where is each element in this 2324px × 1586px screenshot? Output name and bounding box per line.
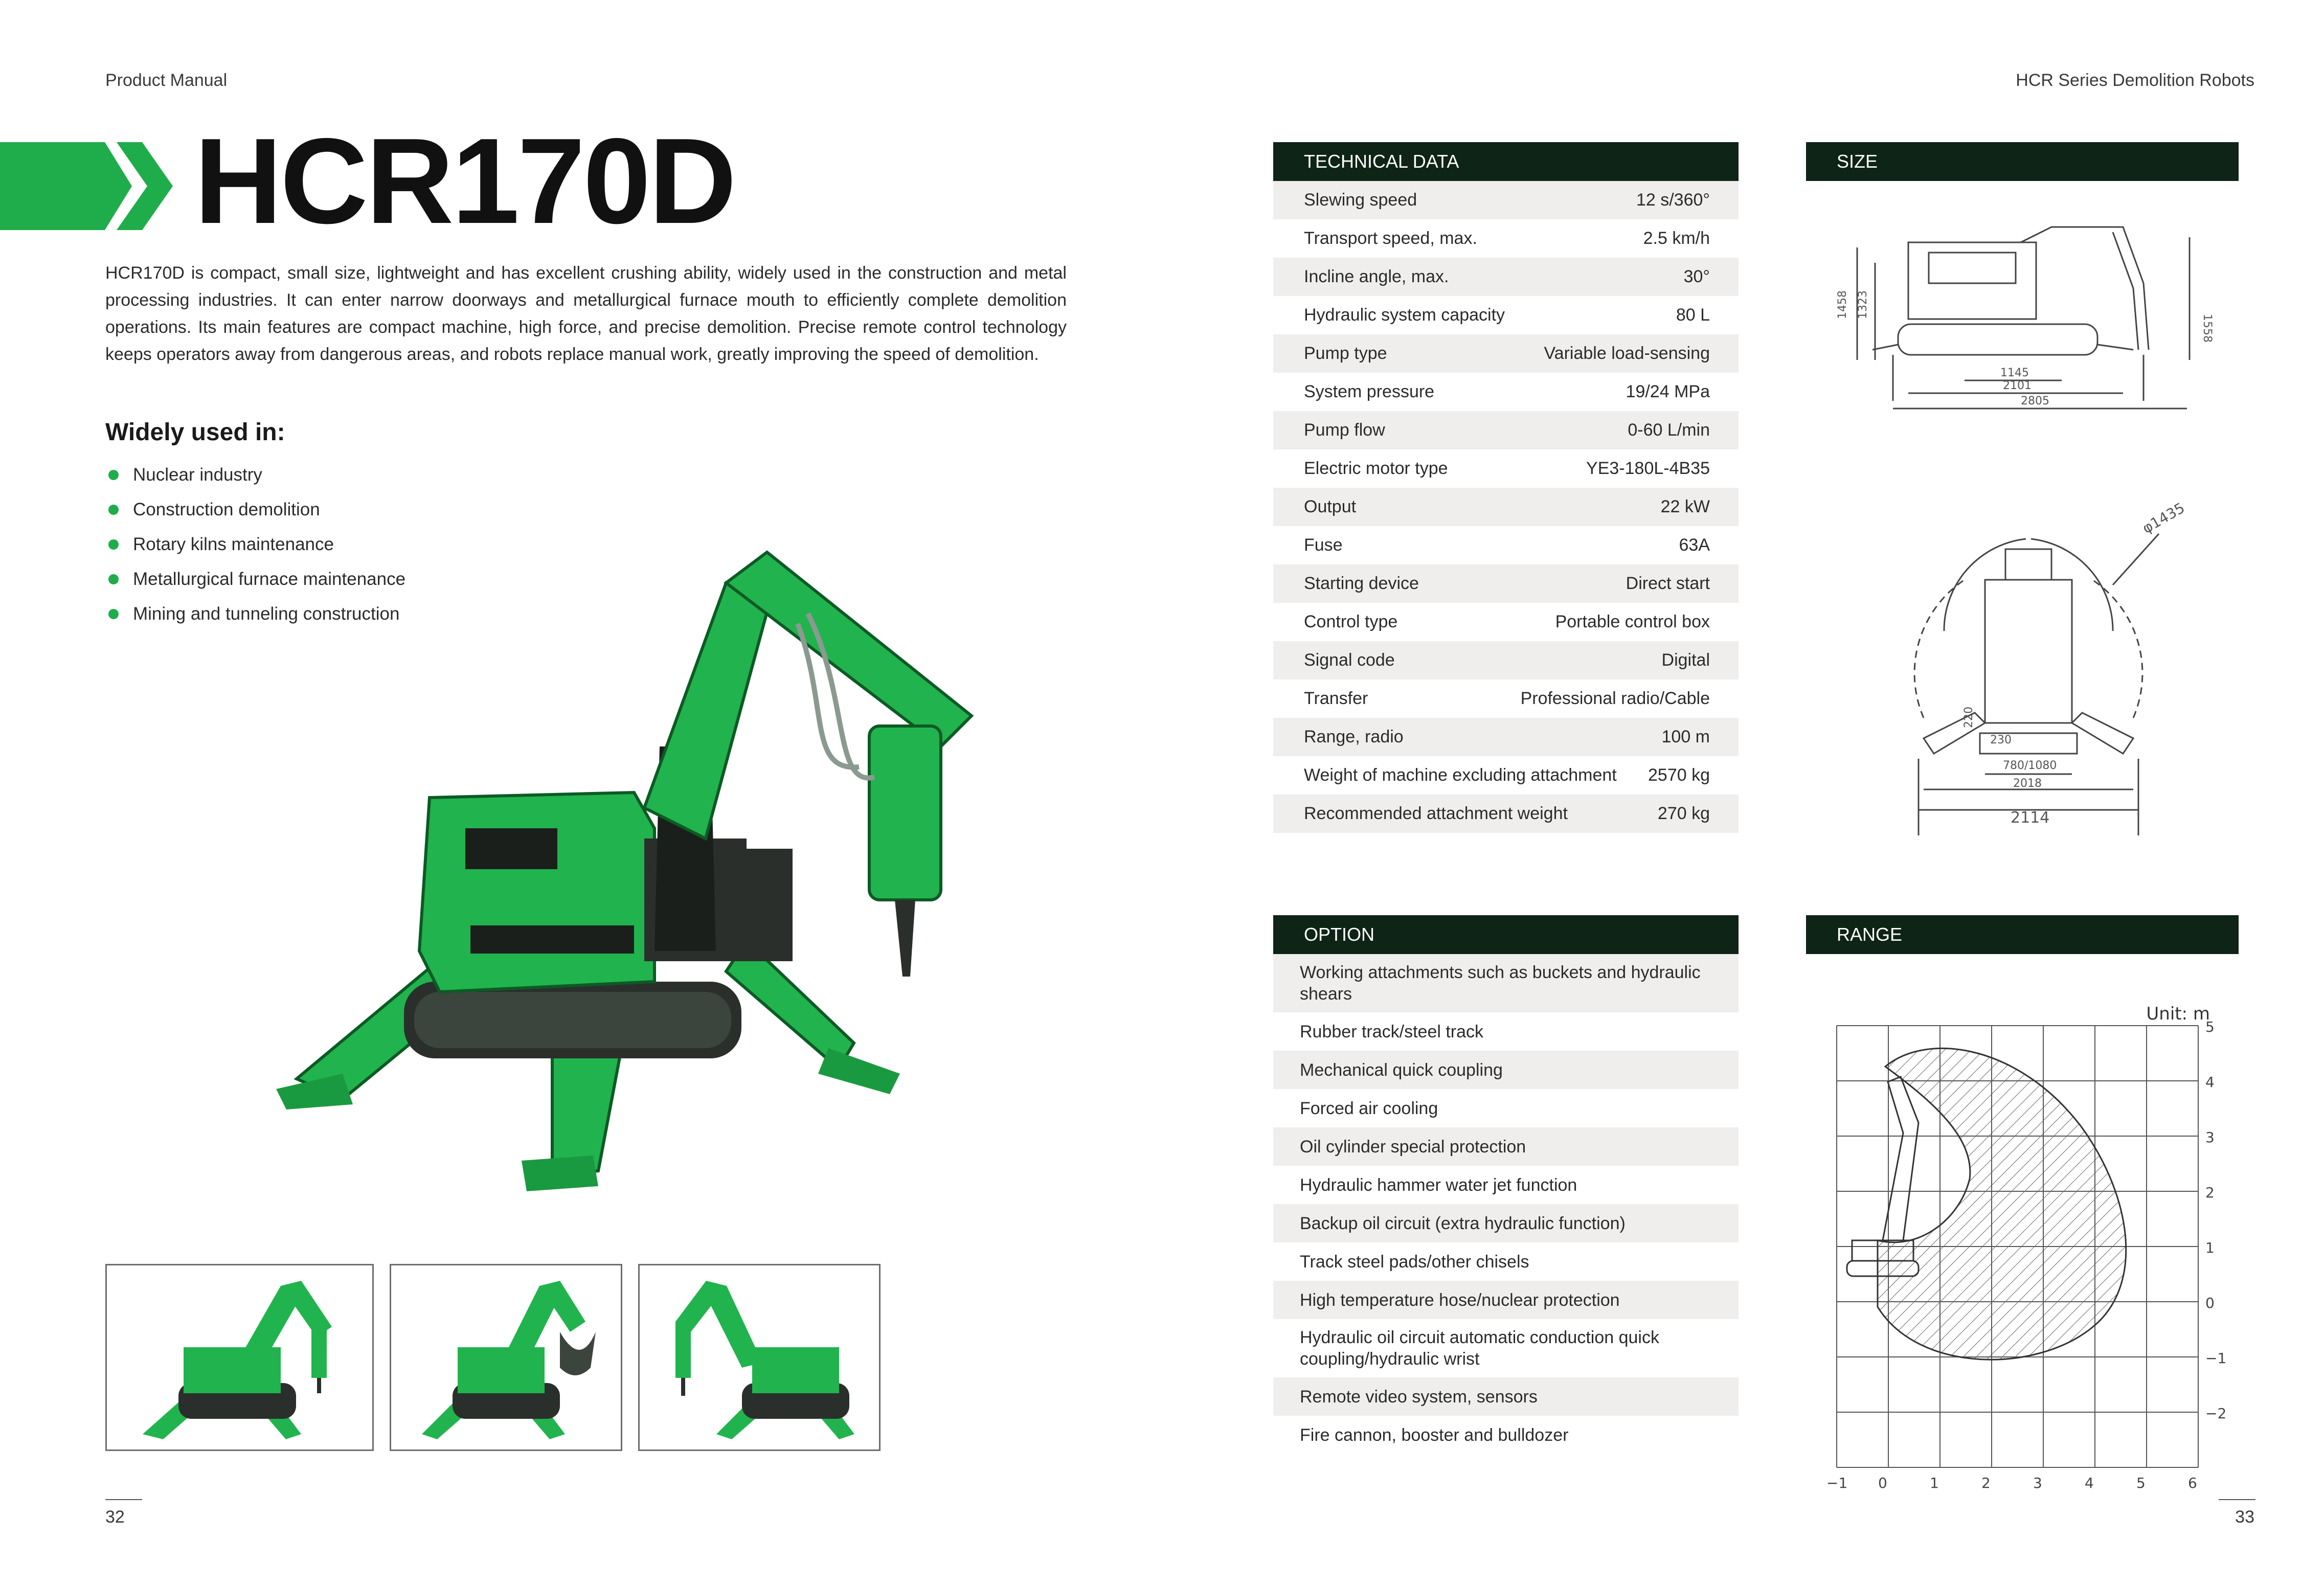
range-heading: RANGE <box>1806 915 2239 954</box>
spec-value: Portable control box <box>1555 612 1710 631</box>
y-tick-label: 1 <box>2205 1239 2215 1256</box>
dim-h2: 1323 <box>1857 290 1869 319</box>
dim-w3: 2805 <box>2021 395 2049 407</box>
dim-e: 220 <box>1962 707 1975 728</box>
table-row <box>1273 181 1739 219</box>
bullet-icon <box>108 574 119 584</box>
table-row <box>1273 795 1739 833</box>
range-envelope <box>1878 1048 2126 1360</box>
dim-h1: 1458 <box>1836 290 1849 319</box>
bullet-icon <box>108 470 119 480</box>
footer-rule-left <box>105 1499 142 1500</box>
spec-label: Fuse <box>1304 535 1343 555</box>
x-tick-label: 1 <box>1930 1475 1939 1491</box>
spec-label: Pump flow <box>1304 420 1385 440</box>
table-row <box>1273 296 1739 334</box>
x-tick-label: 3 <box>2033 1475 2042 1491</box>
uses-heading: Widely used in: <box>105 419 285 446</box>
option-table <box>1273 915 1739 1454</box>
product-title: HCR170D <box>194 114 735 249</box>
dim-c: 2018 <box>2013 777 2042 790</box>
spec-label: Pump type <box>1304 344 1387 363</box>
spec-value: 63A <box>1679 535 1710 555</box>
list-item: Rubber track/steel track <box>1300 1022 1484 1041</box>
y-tick-label: 3 <box>2205 1129 2215 1146</box>
table-row <box>1273 258 1739 296</box>
size-heading: SIZE <box>1806 142 2239 181</box>
table-row <box>1273 564 1739 603</box>
bullet-icon <box>108 539 119 550</box>
spec-label: Incline angle, max. <box>1304 267 1449 286</box>
table-row <box>1273 526 1739 564</box>
x-tick-label: 0 <box>1878 1475 1887 1491</box>
spec-value: 2.5 km/h <box>1643 229 1710 248</box>
spec-label: Output <box>1304 497 1357 516</box>
option-heading: OPTION <box>1273 915 1739 954</box>
spec-value: Variable load-sensing <box>1544 344 1710 363</box>
dim-w1: 1145 <box>2000 367 2029 379</box>
spec-label: Transfer <box>1304 689 1368 708</box>
spec-label: Slewing speed <box>1304 190 1417 210</box>
spec-label: Starting device <box>1304 574 1419 593</box>
y-tick-label: 0 <box>2205 1295 2215 1311</box>
table-row <box>1273 641 1739 679</box>
list-item: Rotary kilns maintenance <box>105 527 405 562</box>
thumbnail-crusher <box>390 1264 622 1451</box>
list-item: Mechanical quick coupling <box>1273 1051 1739 1089</box>
spec-value: 12 s/360° <box>1636 190 1710 210</box>
range-diagram <box>1806 954 2239 1491</box>
page-number-left: 32 <box>105 1507 125 1527</box>
x-tick-label: 6 <box>2188 1475 2197 1491</box>
list-item: High temperature hose/nuclear protection <box>1273 1281 1739 1319</box>
table-row <box>1273 756 1739 795</box>
spec-label: Signal code <box>1304 650 1395 670</box>
spec-value: 80 L <box>1676 305 1710 325</box>
list-item: Hydraulic hammer water jet function <box>1300 1175 1577 1195</box>
spec-label: Recommended attachment weight <box>1304 804 1568 823</box>
list-item: Oil cylinder special protection <box>1273 1127 1739 1166</box>
thumbnail-breaker <box>638 1264 881 1451</box>
range-unit: Unit: m <box>2146 1004 2210 1024</box>
spec-value: YE3-180L-4B35 <box>1586 459 1710 478</box>
spec-label: Range, radio <box>1304 727 1404 746</box>
list-item: Fire cannon, booster and bulldozer <box>1300 1425 1569 1445</box>
x-tick-label: −1 <box>1826 1475 1848 1491</box>
list-item: Hydraulic oil circuit automatic conduction quick coupling/hydraulic wrist <box>1300 1328 1659 1369</box>
dim-w2: 2101 <box>2003 379 2032 392</box>
table-row <box>1273 488 1739 526</box>
spec-label: System pressure <box>1304 382 1435 401</box>
dim-b: 780/1080 <box>2003 759 2057 772</box>
list-item: Nuclear industry <box>105 458 405 492</box>
table-row <box>1273 373 1739 411</box>
thumbnail-hammer <box>105 1264 374 1451</box>
dim-d: 2114 <box>2011 809 2050 827</box>
table-row <box>1273 219 1739 258</box>
spec-value: 30° <box>1683 267 1710 286</box>
robot-image <box>266 440 931 1207</box>
size-drawing <box>1806 181 2239 861</box>
table-row <box>1273 411 1739 449</box>
spec-label: Weight of machine excluding attachment <box>1304 765 1617 785</box>
dim-radius: φ1435 <box>2139 499 2188 537</box>
list-item: Forced air cooling <box>1300 1098 1438 1118</box>
table-row <box>1273 449 1739 488</box>
list-item: Working attachments such as buckets and hydraulic shears <box>1273 954 1739 1012</box>
bullet-icon <box>108 505 119 515</box>
spec-value: 0-60 L/min <box>1628 420 1710 440</box>
technical-heading: TECHNICAL DATA <box>1273 142 1739 181</box>
spec-value: 22 kW <box>1660 497 1710 516</box>
dim-h3: 1558 <box>2201 314 2214 343</box>
spec-value: Direct start <box>1626 574 1710 593</box>
spec-value: Professional radio/Cable <box>1520 689 1710 708</box>
technical-data-table <box>1273 142 1739 833</box>
y-tick-label: 4 <box>2205 1074 2215 1091</box>
spec-value: 19/24 MPa <box>1626 382 1710 401</box>
x-tick-label: 5 <box>2136 1475 2146 1491</box>
list-item: Metallurgical furnace maintenance <box>105 562 405 597</box>
table-row <box>1273 679 1739 718</box>
x-tick-label: 2 <box>1981 1475 1991 1491</box>
list-item: Remote video system, sensors <box>1273 1377 1739 1416</box>
y-tick-label: −1 <box>2205 1350 2227 1367</box>
y-tick-label: −2 <box>2205 1405 2227 1422</box>
spec-label: Hydraulic system capacity <box>1304 305 1505 325</box>
spec-value: 100 m <box>1661 727 1710 746</box>
product-description: HCR170D is compact, small size, lightweight and has excellent crushing ability, widely used in the construction and metal processing industries. It can enter narrow doorways and metallurgical furnace mouth to efficiently complete demolition operations. Its main features are compact machine, high force, and precise demolition. Precise remote control technology keeps operators away from dangerous areas, and robots replace manual work, greatly improving the speed of demolition. <box>105 263 1067 364</box>
x-tick-label: 4 <box>2085 1475 2094 1491</box>
dim-a: 230 <box>1990 734 2012 746</box>
header-right: HCR Series Demolition Robots <box>2016 71 2254 90</box>
page-number-right: 33 <box>2235 1507 2254 1527</box>
y-tick-label: 2 <box>2205 1184 2215 1201</box>
spec-value: 2570 kg <box>1648 765 1710 785</box>
table-row <box>1273 334 1739 373</box>
list-item: Construction demolition <box>105 492 405 527</box>
spec-label: Transport speed, max. <box>1304 229 1477 248</box>
size-panel <box>1806 142 2239 864</box>
list-item: Backup oil circuit (extra hydraulic function) <box>1273 1204 1739 1242</box>
bullet-icon <box>108 609 119 619</box>
list-item: Track steel pads/other chisels <box>1300 1252 1529 1272</box>
y-tick-label: 5 <box>2205 1018 2215 1035</box>
spec-label: Electric motor type <box>1304 459 1448 478</box>
spec-label: Control type <box>1304 612 1398 631</box>
table-row <box>1273 718 1739 756</box>
footer-rule-right <box>2219 1499 2255 1500</box>
header-left: Product Manual <box>105 71 228 90</box>
range-panel <box>1806 915 2239 1491</box>
list-item: Mining and tunneling construction <box>105 597 405 631</box>
table-row <box>1273 603 1739 641</box>
spec-value: Digital <box>1661 650 1710 670</box>
title-chevron-icon <box>0 142 174 230</box>
spec-value: 270 kg <box>1657 804 1710 823</box>
